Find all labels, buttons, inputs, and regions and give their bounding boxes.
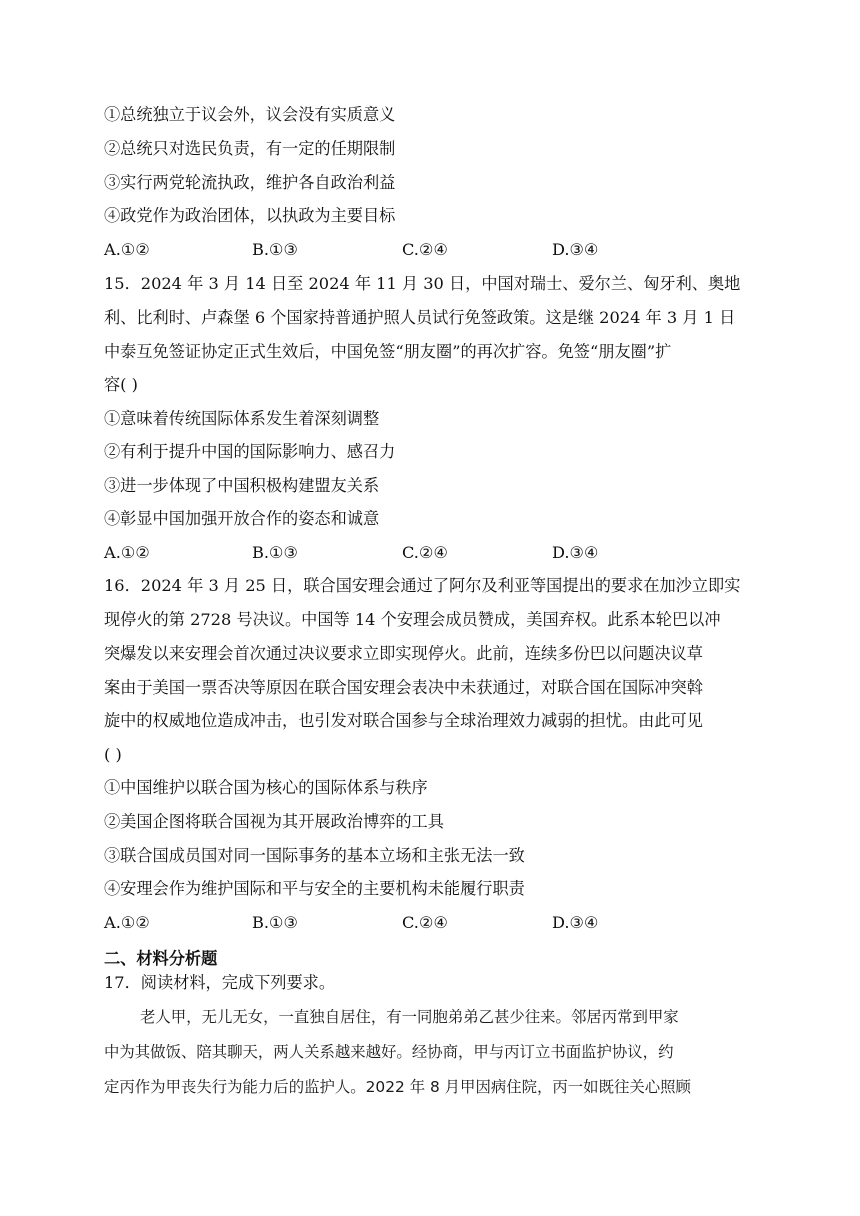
material-line-1: 老人甲，无儿无女，一直独自居住，有一同胞弟弟乙甚少往来。邻居丙常到甲家 (140, 1008, 679, 1026)
q16-options (104, 912, 764, 934)
q16-stem-line-5: 旋中的权威地位造成冲击，也引发对联合国参与全球治理效力减弱的担忧。由此可见 (104, 711, 703, 730)
q14-item-2: ②总统只对选民负责，有一定的任期限制 (104, 139, 396, 158)
q15-item-3: ③进一步体现了中国积极构建盟友关系 (104, 476, 380, 495)
q16-option-b: B.①③ (252, 913, 299, 932)
q15-item-2: ②有利于提升中国的国际影响力、感召力 (104, 442, 396, 461)
q14-option-a: A.①② (104, 240, 150, 259)
q15-item-1: ①意味着传统国际体系发生着深刻调整 (104, 409, 380, 428)
q16-item-2: ②美国企图将联合国视为其开展政治博弈的工具 (104, 812, 444, 831)
q16-stem-line-1: 16．2024 年 3 月 25 日，联合国安理会通过了阿尔及利亚等国提出的要求在加沙立即实 (104, 576, 741, 595)
q16-item-3: ③联合国成员国对同一国际事务的基本立场和主张无法一致 (104, 846, 525, 865)
q15-options (104, 542, 764, 564)
q16-item-4: ④安理会作为维护国际和平与安全的主要机构未能履行职责 (104, 879, 525, 898)
q15-option-d: D.③④ (552, 543, 599, 562)
q15-option-b: B.①③ (252, 543, 299, 562)
q16-option-d: D.③④ (552, 913, 599, 932)
q16-stem-line-4: 案由于美国一票否决等原因在联合国安理会表决中未获通过，对联合国在国际冲突斡 (104, 678, 703, 697)
q14-item-3: ③实行两党轮流执政，维护各自政治利益 (104, 173, 396, 192)
q14-option-b: B.①③ (252, 240, 299, 259)
q15-stem-line-3: 中泰互免签证协定正式生效后，中国免签“朋友圈”的再次扩容。免签“朋友圈”扩 (104, 342, 672, 361)
q15-option-a: A.①② (104, 543, 150, 562)
q15-option-c: C.②④ (402, 543, 448, 562)
q15-stem-line-2: 利、比利时、卢森堡 6 个国家持普通护照人员试行免签政策。这是继 2024 年 3 月 1 日 (104, 308, 736, 327)
q16-stem-line-3: 突爆发以来安理会首次通过决议要求立即实现停火。此前，连续多份巴以问题决议草 (104, 644, 703, 663)
material-line-3: 定丙作为甲丧失行为能力后的监护人。2022 年 8 月甲因病住院，丙一如既往关心照顾 (104, 1078, 691, 1096)
q14-option-d: D.③④ (552, 240, 599, 259)
q16-stem-line-6: ( ) (104, 745, 122, 764)
q15-stem-line-1: 15．2024 年 3 月 14 日至 2024 年 11 月 30 日，中国对瑞士、爱尔兰、匈牙利、奥地 (104, 274, 741, 293)
q16-stem-line-2: 现停火的第 2728 号决议。中国等 14 个安理会成员赞成，美国弃权。此系本轮巴以冲 (104, 610, 721, 629)
q14-item-4: ④政党作为政治团体，以执政为主要目标 (104, 206, 396, 225)
q15-stem-line-4: 容( ) (104, 375, 138, 394)
q14-option-c: C.②④ (402, 240, 448, 259)
material-line-2: 中为其做饭、陪其聊天，两人关系越来越好。经协商，甲与丙订立书面监护协议，约 (104, 1043, 674, 1061)
q16-item-1: ①中国维护以联合国为核心的国际体系与秩序 (104, 778, 428, 797)
section-heading: 二、材料分析题 (104, 949, 218, 968)
q16-option-a: A.①② (104, 913, 150, 932)
q15-item-4: ④彰显中国加强开放合作的姿态和诚意 (104, 509, 380, 528)
q17-stem: 17．阅读材料，完成下列要求。 (104, 973, 336, 992)
q16-option-c: C.②④ (402, 913, 448, 932)
q14-options (104, 239, 764, 261)
q14-item-1: ①总统独立于议会外，议会没有实质意义 (104, 105, 396, 124)
